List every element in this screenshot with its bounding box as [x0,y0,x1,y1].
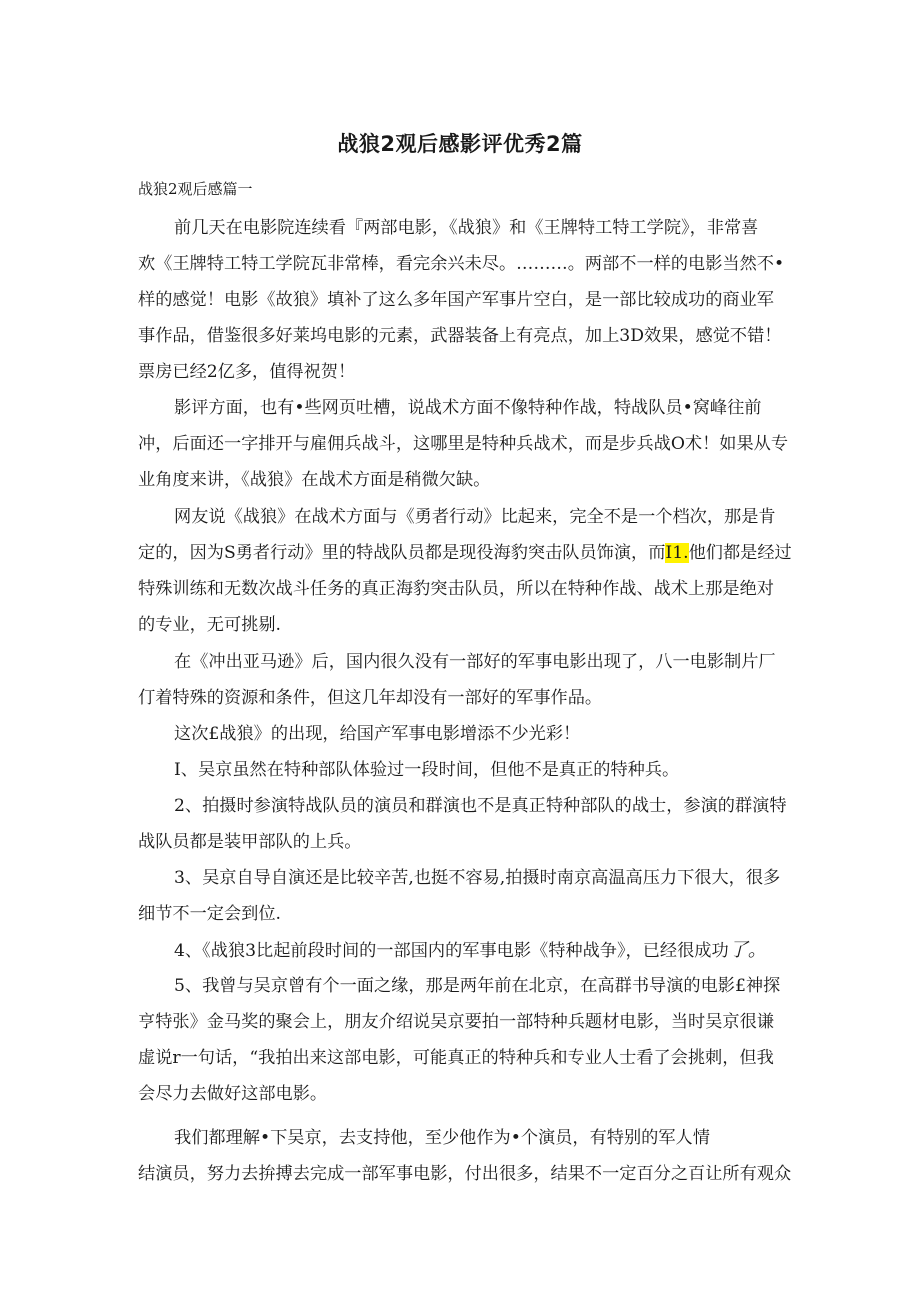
paragraph-line: 票房已经2亿多，值得祝贺！ [138,362,356,382]
paragraph-line: 这次£战狼》的出现，给国产军事电影增添不少光彩！ [174,724,581,744]
paragraph-line: 业角度来讲，《战狼》在战术方面是稍微欠缺。 [138,470,491,490]
paragraph-line: 特殊训练和无数次战斗任务的真正海豹突击队员，所以在特种作战、战术上那是绝对 [138,579,774,599]
paragraph-line: 影评方面，也有•些网页吐槽，说战术方面不像特种作战，特战队员•窝峰往前 [174,398,762,418]
list-item [174,935,767,962]
paragraph-line: 我们都理解•下吴京，去支持他，至少他作为•个演员，有特别的军人情 [174,1128,710,1148]
paragraph-line: 欢《王牌特工特工学院瓦非常棒，看完余兴未尽。………。两部不一样的电影当然不• [138,254,785,274]
document-title: 战狼2观后感影评优秀2篇 [337,132,583,156]
paragraph-line: 会尽力去做好这部电影。 [138,1084,328,1104]
line-text-tail: 他们都是经过 [688,543,792,563]
paragraph-line: 的专业，无可挑剔. [138,615,281,635]
section-heading: 战狼2观后感篇一 [138,180,253,198]
paragraph-line-with-highlight [138,538,792,563]
paragraph-line: 事作品，借鉴很多好莱坞电影的元素，武器装备上有亮点，加上3D效果，感觉不错！ [138,326,782,346]
paragraph-line: 网友说《战狼》在战术方面与《勇者行动》比起来，完全不是一个档次，那是肯 [174,507,776,527]
list-item: 5、我曾与吴京曾有个一面之缘，那是两年前在北京，在高群书导演的电影£神探 [174,976,781,996]
list-item: 2、拍摄时参演特战队员的演员和群演也不是真正特种部队的战士，参演的群演特 [174,796,787,816]
list-item: 3、吴京自导自演还是比较辛苦,也挺不容易,拍摄时南京高温高压力下很大，很多 [174,868,781,888]
list-item: I、吴京虽然在特种部队体验过一段时间，但他不是真正的特种兵。 [174,760,680,780]
paragraph-line: 虚说r一句话，“我拍出来这部电影，可能真正的特种兵和专业人士看了会挑刺，但我 [138,1048,774,1068]
paragraph-line: 样的感觉！电影《故狼》填补了这么多年国产军事片空白，是一部比较成功的商业军 [138,290,774,310]
paragraph-line: 结演员，努力去拚搏去完成一部军事电影，付出很多，结果不一定百分之百让所有观众 [138,1164,792,1184]
paragraph-line: 战队员都是装甲部队的上兵。 [138,832,362,852]
paragraph-line: 在《冲出亚马逊》后，国内很久没有一部好的军事电影出现了，八一电影制片厂 [174,652,776,672]
line-text-tail: 了。 [728,939,767,961]
line-text: 定的，因为S勇者行动》里的特战队员都是现役海豹突击队员饰演，而 [138,543,666,563]
paragraph-line: 冲，后面还一字排开与雇佣兵战斗，这哪里是特种兵战术，而是步兵战O术！如果从专 [138,434,789,454]
paragraph-line: 亨特张》金马奖的聚会上，朋友介绍说吴京要拍一部特种兵题材电影，当时吴京很谦 [138,1012,774,1032]
paragraph-line: 细节不一定会到位. [138,904,281,924]
line-text: 4、《战狼3比起前段时间的一部国内的军事电影《特种战争》，已经很成功 [174,941,729,961]
paragraph-line: 仃着特殊的资源和条件，但这几年却没有一部好的军事作品。 [138,688,603,708]
paragraph-line: 前几天在电影院连续看『两部电影，《战狼》和《王牌特工特工学院》，非常喜 [174,218,759,238]
highlighted-text: I1. [665,543,689,563]
